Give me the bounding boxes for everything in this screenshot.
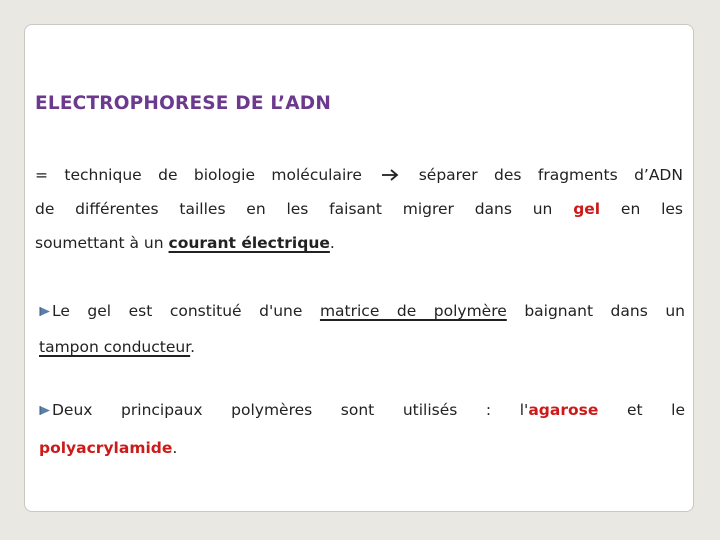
bullet-arrow-icon xyxy=(39,306,51,317)
polymer-line-2 xyxy=(39,429,685,467)
definition-text-1b: séparer des fragments d’ADN xyxy=(418,166,683,184)
polyacrylamide-term: polyacrylamide xyxy=(39,439,173,457)
gel-text-2-end: . xyxy=(190,338,196,356)
gel-paragraph xyxy=(39,293,685,365)
matrice-polymere-term: matrice de polymère xyxy=(319,302,507,320)
gel-line-2 xyxy=(39,329,685,365)
polymer-paragraph xyxy=(39,391,685,467)
definition-text-3-end: . xyxy=(329,234,335,252)
agarose-term: agarose xyxy=(528,401,599,419)
slide xyxy=(24,24,694,512)
definition-text-2b: en les xyxy=(620,200,683,218)
courant-electrique-term: courant électrique xyxy=(168,234,330,252)
definition-line-3 xyxy=(35,226,683,260)
gel-line-1 xyxy=(39,293,685,329)
definition-text-2a: de différentes tailles en les faisant migrer dans un xyxy=(35,200,553,218)
definition-text-1a: = technique de biologie moléculaire xyxy=(35,166,362,184)
polymer-text-1a: Deux principaux polymères sont utilisés : l' xyxy=(52,401,529,419)
definition-text-3a: soumettant à un xyxy=(35,234,164,252)
right-arrow-icon xyxy=(381,169,399,181)
gel-text-1b: baignant dans un xyxy=(524,302,685,320)
gel-term: gel xyxy=(573,200,601,218)
gel-text-1a: Le gel est constitué d'une xyxy=(52,302,303,320)
tampon-conducteur-term: tampon conducteur xyxy=(39,338,191,356)
polymer-text-1b: et le xyxy=(626,401,685,419)
slide-title: ELECTROPHORESE DE L’ADN xyxy=(35,93,332,114)
bullet-arrow-icon xyxy=(39,405,51,416)
polymer-line-1 xyxy=(39,391,685,429)
polymer-text-2-end: . xyxy=(172,439,178,457)
definition-line-2 xyxy=(35,192,683,226)
definition-paragraph xyxy=(35,158,683,260)
definition-line-1 xyxy=(35,158,683,192)
